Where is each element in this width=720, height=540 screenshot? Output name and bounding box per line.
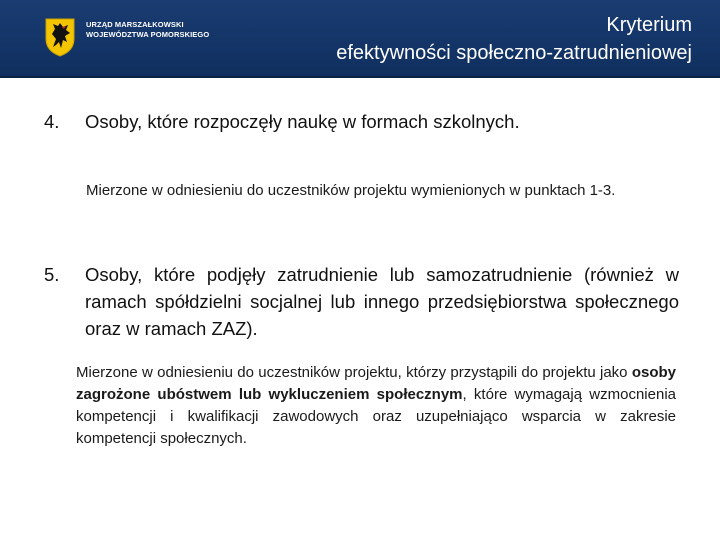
slide-title-line1: Kryterium: [606, 14, 692, 36]
note-text-bold: osoby zagrożone ubóstwem lub wykluczeniem społecznym: [76, 364, 676, 403]
criterion-number: 5.: [44, 264, 60, 285]
note-text-part2: , które wymagają wzmocnienia kompetencji i kwalifikacji zawodowych oraz uzupełniająco wsparcia w zakresie kompetencji społecznych.: [76, 386, 676, 447]
organization-name: [86, 20, 209, 40]
org-name-line2: WOJEWÓDZTWA POMORSKIEGO: [86, 30, 210, 39]
criterion-text: Osoby, które podjęły zatrudnienie lub samozatrudnienie (również w ramach spółdzielni socjalnej lub innego przedsiębiorstwa społecznego oraz w ramach ZAZ).: [85, 264, 679, 339]
slide-header: [0, 0, 720, 78]
pomeranian-griffin-coat-of-arms-icon: [44, 17, 76, 57]
criterion-text: Osoby, które rozpoczęły naukę w formach szkolnych.: [85, 111, 520, 132]
criterion-number: 4.: [44, 111, 60, 132]
slide-title-line2: efektywności społeczno-zatrudnieniowej: [336, 42, 692, 64]
criterion-note-5: [76, 362, 676, 450]
criterion-note-4: Mierzone w odniesieniu do uczestników projektu wymienionych w punktach 1-3.: [86, 182, 616, 199]
slide-title: [336, 11, 692, 67]
note-text-part1: Mierzone w odniesieniu do uczestników projektu, którzy przystąpili do projektu jako: [76, 364, 632, 381]
org-name-line1: URZĄD MARSZAŁKOWSKI: [86, 20, 184, 29]
